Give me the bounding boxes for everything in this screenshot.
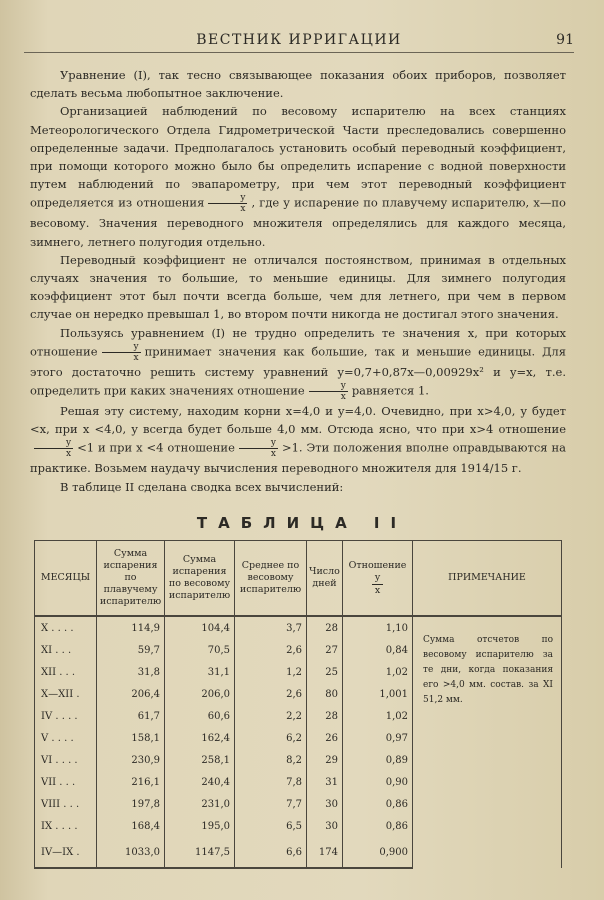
cell-floating: 206,4 (97, 683, 165, 705)
cell-mean: 1,2 (235, 661, 307, 683)
cell-mean: 6,2 (235, 727, 307, 749)
paragraph-3: Переводный коэффициент не отличался постоянством, принимая в отдельных случаях значения то большие, то меньшие единицы. Для зимнего полугодия коэффициент этот был почти всегда больше, чем для летнего, при чем в первом случае он нередко превышал 1, во втором почти никогда не достигал этого значения. (30, 252, 566, 322)
header-ratio-fraction: $\frac{y}{x}$ (372, 572, 383, 597)
cell-days: 80 (307, 683, 343, 705)
header-ratio (343, 541, 413, 617)
cell-days: 25 (307, 661, 343, 683)
article-body (30, 66, 566, 496)
cell-weighing: 31,1 (165, 661, 235, 683)
paragraph-4 (30, 324, 566, 402)
cell-floating: 230,9 (97, 749, 165, 771)
cell-days: 31 (307, 771, 343, 793)
cell-mean: 3,7 (235, 616, 307, 639)
header-month: МЕСЯЦЫ (35, 541, 97, 617)
cell-ratio: 0,86 (343, 815, 413, 837)
cell-mean: 6,6 (235, 837, 307, 868)
cell-month: VI . . . . (35, 749, 97, 771)
cell-mean: 2,6 (235, 683, 307, 705)
cell-mean: 2,2 (235, 705, 307, 727)
cell-floating: 31,8 (97, 661, 165, 683)
cell-month: XI . . . (35, 639, 97, 661)
cell-ratio: 0,90 (343, 771, 413, 793)
fraction-y-over-x: $\frac{y}{x}$ (208, 193, 247, 214)
paragraph-5-part-3: >1. Эти положения вполне оправдываются на практике. Возьмем наудачу вычисления переводного множителя для 1914/15 г. (30, 440, 566, 476)
cell-weighing: 206,0 (165, 683, 235, 705)
cell-month: X . . . . (35, 616, 97, 639)
cell-month: XII . . . (35, 661, 97, 683)
cell-ratio: 0,89 (343, 749, 413, 771)
cell-ratio: 1,001 (343, 683, 413, 705)
cell-floating: 197,8 (97, 793, 165, 815)
header-mean: Среднее по весовому испарителю (235, 541, 307, 617)
paragraph-6: В таблице II сделана сводка всех вычислений: (60, 479, 344, 494)
cell-ratio: 0,86 (343, 793, 413, 815)
cell-ratio: 1,02 (343, 661, 413, 683)
paragraph-4-part-2: принимает значения как большие, так и меньшие единицы. Для этого достаточно решить систему уравнений y=0,7+0,87x—0,00929x² и y=x, т.е. определить при каких значениях отношение (30, 344, 566, 398)
table-row (35, 616, 562, 639)
cell-floating: 114,9 (97, 616, 165, 639)
paragraph-2 (30, 102, 566, 250)
cell-month: VII . . . (35, 771, 97, 793)
cell-month: V . . . . (35, 727, 97, 749)
cell-mean: 7,8 (235, 771, 307, 793)
header-floating-sum: Сумма испарения по плавучему испарителю (97, 541, 165, 617)
paragraph-5 (30, 402, 566, 478)
fraction-y-over-x: $\frac{y}{x}$ (34, 438, 73, 459)
cell-month: IX . . . . (35, 815, 97, 837)
cell-days: 30 (307, 815, 343, 837)
cell-weighing: 70,5 (165, 639, 235, 661)
cell-floating: 168,4 (97, 815, 165, 837)
table-header-row (35, 541, 562, 617)
header-ratio-label: Отношение (348, 559, 407, 571)
cell-floating: 216,1 (97, 771, 165, 793)
paragraph-4-part-3: равняется 1. (351, 383, 429, 398)
cell-month: IV . . . . (35, 705, 97, 727)
cell-days: 30 (307, 793, 343, 815)
fraction-y-over-x: $\frac{y}{x}$ (309, 381, 348, 402)
paragraph-2-part-2: , где y испарение по плавучему испарителю, x—по весовому. Значения переводного множителя определялись для каждого месяца, зимнего, летнего полугодия отдельно. (30, 195, 566, 249)
cell-mean: 6,5 (235, 815, 307, 837)
evaporation-table (34, 540, 562, 869)
cell-month: IV—IX . (35, 837, 97, 868)
cell-days: 29 (307, 749, 343, 771)
cell-days: 28 (307, 616, 343, 639)
cell-floating: 158,1 (97, 727, 165, 749)
cell-ratio: 0,900 (343, 837, 413, 868)
cell-ratio: 0,97 (343, 727, 413, 749)
cell-month: X—XII . (35, 683, 97, 705)
page-number: 91 (556, 32, 574, 48)
journal-title: ВЕСТНИК ИРРИГАЦИИ (196, 32, 402, 48)
page-header (24, 30, 574, 53)
cell-floating: 1033,0 (97, 837, 165, 868)
cell-weighing: 60,6 (165, 705, 235, 727)
paragraph-5-part-1: Решая эту систему, находим корни x=4,0 и y=4,0. Очевидно, при x>4,0, y будет <x, при x <4,0, y всегда будет больше 4,0 мм. Отсюда ясно, что при x>4 отношение (30, 404, 566, 437)
header-weighing-sum: Сумма испарения по весовому испарителю (165, 541, 235, 617)
table-title: ТАБЛИЦА II (196, 514, 408, 532)
paragraph-1: Уравнение (I), так тесно связывающее показания обоих приборов, позволяет сделать весьма любопытное заключение. (30, 68, 566, 101)
cell-ratio: 1,02 (343, 705, 413, 727)
fraction-y-over-x: $\frac{y}{x}$ (239, 438, 278, 459)
cell-mean: 8,2 (235, 749, 307, 771)
cell-days: 26 (307, 727, 343, 749)
cell-weighing: 162,4 (165, 727, 235, 749)
cell-days: 28 (307, 705, 343, 727)
paragraph-2-part-1: Организацией наблюдений по весовому испарителю на всех станциях Метеорологического Отдела Гидрометрической Части преследовались совершенно определенные задачи. Предполагалось установить особый переводный коэффициент, при помощи которого можно было бы определить испарение с водной поверхности путем наблюдений по эвапарометру, при чем этот переводный коэффициент определяется из отношения (30, 104, 566, 210)
cell-weighing: 1147,5 (165, 837, 235, 868)
cell-weighing: 104,4 (165, 616, 235, 639)
header-note: ПРИМЕЧАНИЕ (413, 541, 562, 617)
cell-weighing: 195,0 (165, 815, 235, 837)
cell-weighing: 231,0 (165, 793, 235, 815)
cell-weighing: 240,4 (165, 771, 235, 793)
fraction-y-over-x: $\frac{y}{x}$ (102, 342, 141, 363)
note-cell: Сумма отсчетов по весовому испарителю за те дни, когда показания его >4,0 мм. состав. за XI 51,2 мм. (413, 616, 562, 868)
paragraph-4-part-1: Пользуясь уравнением (I) не трудно определить те значения x, при которых отношение (30, 325, 566, 359)
cell-floating: 59,7 (97, 639, 165, 661)
paragraph-5-part-2: <1 и при x <4 отношение (77, 440, 235, 455)
cell-floating: 61,7 (97, 705, 165, 727)
cell-days: 174 (307, 837, 343, 868)
cell-days: 27 (307, 639, 343, 661)
cell-ratio: 0,84 (343, 639, 413, 661)
cell-weighing: 258,1 (165, 749, 235, 771)
cell-mean: 2,6 (235, 639, 307, 661)
cell-mean: 7,7 (235, 793, 307, 815)
cell-ratio: 1,10 (343, 616, 413, 639)
cell-month: VIII . . . (35, 793, 97, 815)
header-days: Число дней (307, 541, 343, 617)
